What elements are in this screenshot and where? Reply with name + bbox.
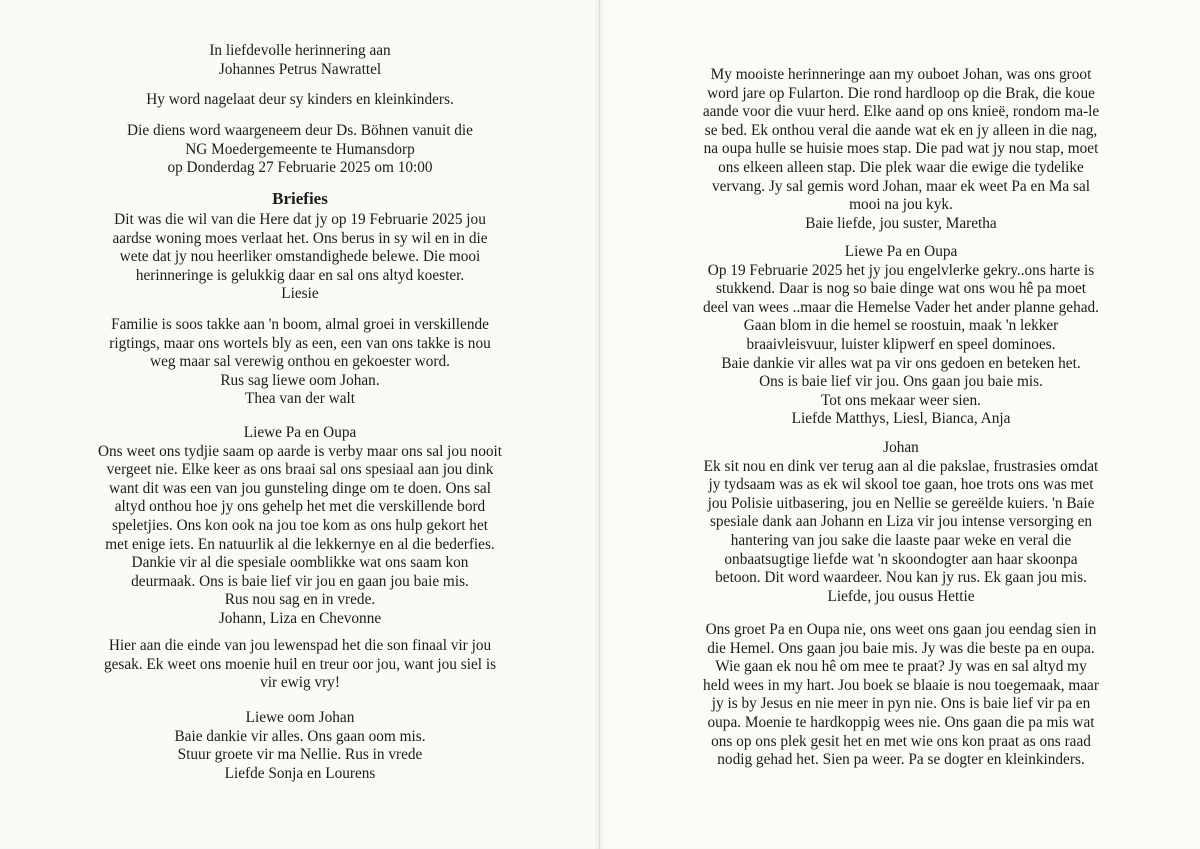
- message-liesie: [0, 211, 600, 304]
- text-line: Wie gaan ek nou hê om mee te praat? Jy was en sal altyd my: [715, 658, 1087, 676]
- text-line: braaivleisvuur, luister klipwerf en speel dominoes.: [746, 335, 1056, 353]
- text-line: Liefde Matthys, Liesl, Bianca, Anja: [791, 410, 1011, 428]
- message-sunset: [0, 637, 600, 693]
- text-line: Ons is baie lief vir jou. Ons gaan jou baie mis.: [759, 373, 1043, 391]
- message-johann: [0, 424, 600, 629]
- memorial-header: [0, 42, 600, 79]
- text-line: speletjies. Ons kon ook na jou toe kom as ons hulp gekort het: [112, 516, 488, 534]
- text-line: want dit was een van jou gunsteling dinge om te doen. Ons sal: [109, 479, 491, 497]
- text-line: Rus sag liewe oom Johan.: [220, 371, 380, 389]
- text-line: die Hemel. Ons gaan jou baie mis. Jy was die beste pa en oupa.: [707, 639, 1095, 657]
- text-line: aande voor die vuur herd. Elke aand op ons knieë, rondom ma-le: [702, 103, 1100, 121]
- text-line: Ek sit nou en dink ver terug aan al die pakslae, frustrasies omdat: [703, 457, 1099, 475]
- text-line: jy is by Jesus en nie meer in pyn nie. Ons is baie lief vir pa en: [711, 695, 1091, 713]
- text-line: rigtings, maar ons wortels bly as een, een van ons takke is nou: [109, 334, 491, 352]
- text-line: Liefde, jou ousus Hettie: [827, 587, 975, 605]
- message-maretha: [600, 66, 1200, 233]
- text-line: stukkend. Daar is nog so baie dinge wat ons wou hê pa moet: [715, 280, 1087, 298]
- text-line: Liewe oom Johan: [245, 709, 355, 726]
- text-line: word jare op Fularton. Die rond hardloop op die Brak, die koue: [707, 84, 1095, 102]
- text-line: deurmaak. Ons is baie lief vir jou en gaan jou baie mis.: [131, 572, 469, 590]
- text-line: ons op ons plek gesit het en met wie ons kon praat as ons raad: [711, 732, 1091, 750]
- survived-by: [0, 91, 600, 110]
- message-hettie: [600, 439, 1200, 606]
- message-thea: [0, 316, 600, 409]
- text-line: Johannes Petrus Nawrattel: [218, 60, 382, 78]
- text-line: Dankie vir al die spesiale oomblikke wat ons saam kon: [131, 554, 469, 572]
- text-line: Liefde Sonja en Lourens: [224, 764, 376, 782]
- text-line: Ons groet Pa en Oupa nie, ons weet ons gaan jou eendag sien in: [705, 621, 1097, 638]
- text-line: gesak. Ek weet ons moenie huil en treur oor jou, want jou siel is: [103, 655, 497, 673]
- text-line: held wees in my hart. Jou boek se blaaie is nou toegemaak, maar: [703, 676, 1099, 694]
- right-page: [600, 0, 1200, 849]
- text-line: Liewe Pa en Oupa: [243, 424, 357, 441]
- survived-by-text: Hy word nagelaat deur sy kinders en kleinkinders.: [146, 91, 454, 108]
- text-line: Rus nou sag en in vrede.: [224, 591, 376, 609]
- text-line: Die diens word waargeneem deur Ds. Böhnen vanuit die: [127, 122, 473, 139]
- text-line: jy tydsaam was as ek wil skool toe gaan, hoe trots ons was met: [708, 476, 1094, 494]
- text-line: betoon. Dit word waardeer. Nou kan jy rus. Ek gaan jou mis.: [715, 569, 1087, 587]
- text-line: wete dat jy nou heerliker omstandighede belewe. Die mooi: [119, 248, 481, 266]
- text-line: jou Polisie uitbasering, jou en Nellie se gereëlde kuiers. 'n Baie: [707, 494, 1095, 512]
- text-line: weg maar sal verewig onthou en gekoester word.: [150, 353, 450, 371]
- text-line: Thea van der walt: [245, 390, 355, 408]
- text-line: Familie is soos takke aan 'n boom, almal groei in verskillende: [111, 316, 489, 333]
- text-line: In liefdevolle herinnering aan: [209, 42, 391, 59]
- text-line: spesiale dank aan Johann en Liza vir jou intense versorging en: [709, 513, 1093, 531]
- text-line: op Donderdag 27 Februarie 2025 om 10:00: [167, 159, 433, 177]
- text-line: deel van wees ..maar die Hemelse Vader het ander planne gehad.: [703, 298, 1099, 316]
- text-line: nodig gehad het. Sien pa weer. Pa se dogter en kleinkinders.: [717, 751, 1085, 769]
- text-line: oupa. Moenie te hardkoppig wees nie. Ons gaan die pa mis wat: [707, 713, 1095, 731]
- text-line: se bed. Ek onthou veral die aande wat ek en jy alleen in die nag,: [704, 121, 1098, 139]
- text-line: Dit was die wil van die Here dat jy op 19 Februarie 2025 jou: [114, 211, 486, 228]
- text-line: Johann, Liza en Chevonne: [218, 609, 382, 627]
- text-line: Hier aan die einde van jou lewenspad het die son finaal vir jou: [108, 637, 492, 654]
- text-line: Stuur groete vir ma Nellie. Rus in vrede: [177, 746, 423, 764]
- text-line: herinneringe is gelukkig daar en sal ons altyd koester.: [135, 266, 465, 284]
- text-line: hantering van jou sake die laaste paar weke en veral die: [730, 531, 1072, 549]
- text-line: onbaatsugtige liefde wat 'n skoondogter aan haar skoonpa: [724, 550, 1078, 568]
- briefies-heading-block: [0, 190, 600, 209]
- text-line: met enige iets. En natuurlik al die lekkernye en al die bederfies.: [105, 535, 495, 553]
- text-line: My mooiste herinneringe aan my ouboet Johan, was ons groot: [710, 66, 1092, 83]
- text-line: Liewe Pa en Oupa: [844, 243, 958, 260]
- text-line: Gaan blom in die hemel se roostuin, maak 'n lekker: [743, 317, 1059, 335]
- text-line: Johan: [883, 439, 919, 456]
- text-line: vervang. Jy sal gemis word Johan, maar ek weet Pa en Ma sal: [711, 177, 1091, 195]
- text-line: ons elkeen alleen stap. Die plek waar die ewige die tydelike: [718, 158, 1084, 176]
- text-line: Liesie: [281, 285, 319, 303]
- message-daughter: [600, 621, 1200, 770]
- message-sonja: [0, 709, 600, 783]
- text-line: Baie dankie vir alles. Ons gaan oom mis.: [174, 727, 426, 745]
- text-line: vir ewig vry!: [260, 674, 340, 692]
- text-line: Baie dankie vir alles wat pa vir ons gedoen en beteken het.: [721, 354, 1081, 372]
- text-line: vergeet nie. Elke keer as ons braai sal ons spesiaal aan jou dink: [106, 461, 494, 479]
- section-heading: Briefies: [272, 189, 328, 208]
- text-line: altyd onthou hoe jy ons gehelp het met die verskillende bord: [114, 498, 486, 516]
- text-line: Op 19 Februarie 2025 het jy jou engelvlerke gekry..ons harte is: [707, 261, 1095, 279]
- message-matthys: [600, 243, 1200, 429]
- text-line: mooi na jou kyk.: [849, 196, 953, 214]
- text-line: Tot ons mekaar weer sien.: [821, 391, 981, 409]
- text-line: na oupa hulle se huisie moes stap. Die pad wat jy nou stap, moet: [703, 140, 1099, 158]
- text-line: aardse woning moes verlaat het. Ons berus in sy wil en in die: [112, 229, 488, 247]
- text-line: Ons weet ons tydjie saam op aarde is verby maar ons sal jou nooit: [97, 442, 502, 460]
- service-details: [0, 122, 600, 178]
- text-line: NG Moedergemeente te Humansdorp: [185, 140, 415, 158]
- text-line: Baie liefde, jou suster, Maretha: [805, 214, 997, 232]
